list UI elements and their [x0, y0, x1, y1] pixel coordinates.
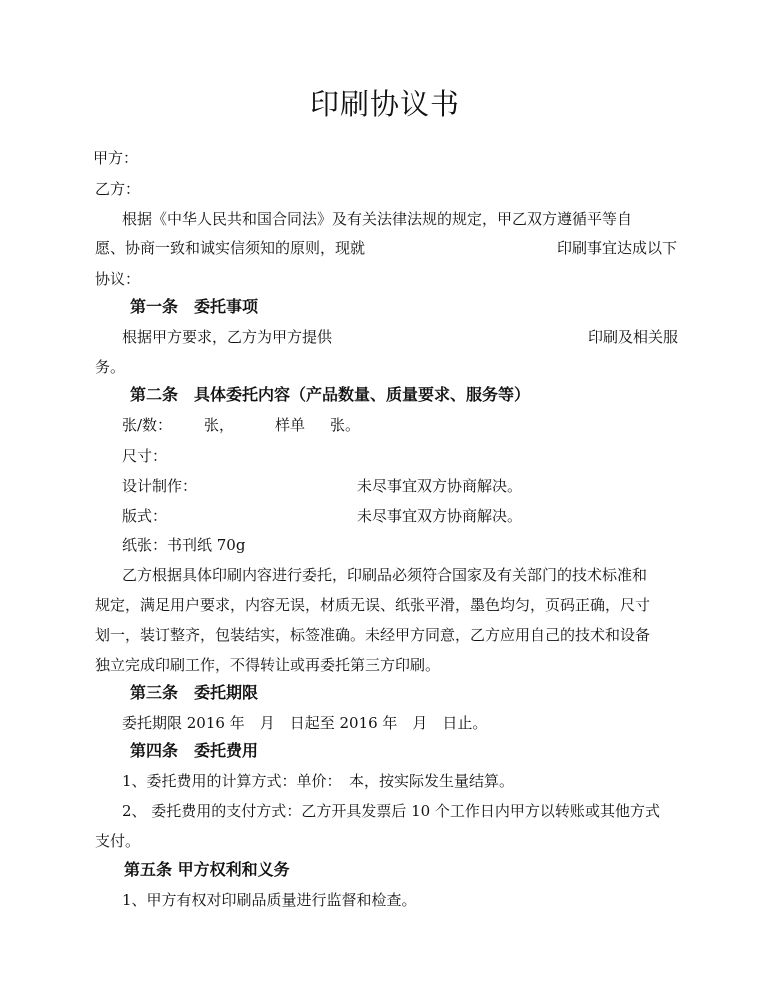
preamble-line-2-right: 印刷事宜达成以下: [556, 239, 677, 257]
article-1-line-1-left: 根据甲方要求，乙方为甲方提供: [122, 328, 333, 346]
party-b-label: 乙方：: [95, 180, 141, 198]
article-2-heading: 第二条 具体委托内容（产品数量、质量要求、服务等）: [130, 385, 531, 404]
sample-unit: 张。: [330, 416, 361, 434]
article-2-body-line-1: 乙方根据具体印刷内容进行委托，印刷品必须符合国家及有关部门的技术标准和: [122, 566, 648, 584]
article-3-heading: 第三条 委托期限: [130, 683, 259, 702]
design-note: 未尽事宜双方协商解决。: [357, 477, 523, 495]
article-4-item-2: 2、 委托费用的支付方式：乙方开具发票后 10 个工作日内甲方以转账或其他方式: [122, 802, 660, 820]
article-5-item-1: 1、甲方有权对印刷品质量进行监督和检查。: [122, 891, 417, 909]
layout-note: 未尽事宜双方协商解决。: [357, 507, 523, 525]
article-4-heading: 第四条 委托费用: [130, 741, 259, 760]
article-2-body-line-3: 划一，装订整齐，包装结实，标签准确。未经甲方同意，乙方应用自己的技术和设备: [95, 626, 651, 644]
preamble-line-2: [95, 238, 677, 258]
article-5-heading: 第五条 甲方权利和义务: [124, 860, 290, 879]
party-a-label: 甲方：: [93, 149, 139, 167]
layout-label: 版式：: [122, 507, 168, 525]
size-label: 尺寸：: [122, 447, 168, 465]
article-4-item-2-cont: 支付。: [95, 832, 141, 850]
paper-spec: 纸张：书刊纸 70g: [122, 536, 246, 554]
article-2-body-line-2: 规定，满足用户要求，内容无误，材质无误、纸张平滑，墨色均匀，页码正确，尺寸: [95, 596, 651, 614]
preamble-line-2-left: 愿、协商一致和诚实信须知的原则，现就: [95, 239, 366, 257]
design-label: 设计制作：: [122, 477, 198, 495]
preamble-line-1: 根据《中华人民共和国合同法》及有关法律法规的规定，甲乙双方遵循平等自: [122, 210, 633, 228]
article-3-term: 委托期限 2016 年 月 日起至 2016 年 月 日止。: [122, 714, 488, 732]
quantity-label: 张/数：: [122, 416, 173, 434]
preamble-line-3: 协议：: [95, 270, 141, 288]
article-2-body-line-4: 独立完成印刷工作，不得转让或再委托第三方印刷。: [95, 656, 441, 674]
quantity-unit: 张，: [204, 416, 235, 434]
article-1-line-1-right: 印刷及相关服: [587, 328, 678, 346]
sample-label: 样单: [275, 416, 306, 434]
article-4-item-1: 1、委托费用的计算方式：单价： 本，按实际发生量结算。: [122, 772, 515, 790]
article-1-heading: 第一条 委托事项: [130, 297, 259, 316]
article-1-line-2: 务。: [95, 358, 126, 376]
document-title: 印刷协议书: [309, 87, 460, 121]
